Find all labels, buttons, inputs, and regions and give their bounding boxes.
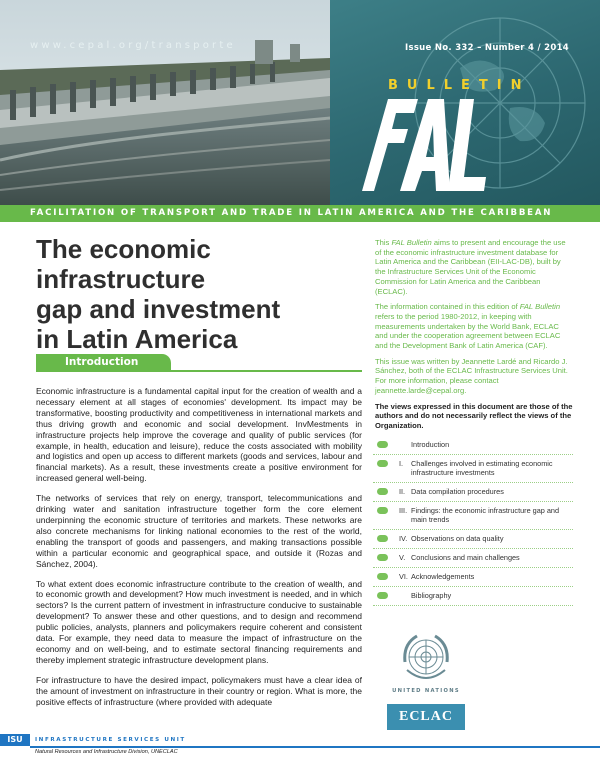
paragraph: The networks of services that rely on energy, transport, telecommunications and drinking water and sanitation infrastructure together form the core element underpinning the economic structure of territories and markets. These networks are also concrete mechanisms for linking national economies to the rest of the world, enabling the transport of goods and passengers, and making transactions possible within a particular economic and geographical space, and outside it (Rozas and Sánchez, 2004). [36,493,362,569]
toc-item[interactable] [373,436,573,455]
bullet-icon [377,507,388,514]
toc-label: Introduction [411,440,450,449]
footer-divider [30,746,600,748]
note-italic: FAL Bulletin [391,238,432,247]
fal-logo-icon [348,95,488,195]
title-line-1: The economic infrastructure [36,234,211,294]
toc-label: Observations on data quality [411,534,504,543]
toc-item[interactable] [373,483,573,502]
bullet-icon [377,592,388,599]
toc-item[interactable] [373,530,573,549]
bullet-icon [377,573,388,580]
note-italic: FAL Bulletin [519,302,561,312]
header-banner [0,0,600,205]
toc-number: III. [399,506,408,515]
website-url[interactable]: www.cepal.org/transporte [30,40,236,51]
table-of-contents [373,436,573,606]
un-emblem-icon [397,632,455,686]
toc-item[interactable] [373,502,573,530]
sidebar-notes [375,238,573,437]
tagline-text: FACILITATION OF TRANSPORT AND TRADE IN LATIN AMERICA AND THE CARIBBEAN [30,208,553,218]
toc-label: Data compilation procedures [411,487,504,496]
paragraph: For infrastructure to have the desired impact, policymakers must have a clear idea of the amount of investment on infrastructure in their country or region. What is more, the positive effects of infrastructure (where provided with adequate [36,674,362,707]
un-label: UNITED NATIONS [392,688,460,694]
issue-number: Issue No. 332 – Number 4 / 2014 [405,43,570,53]
paragraph: To what extent does economic infrastructure contribute to the creation of wealth, and to economic growth and development? How much investment is needed, and in which sectors? Is the current pattern of investment in infrastructure conducive to sustainable development? To answer these and other questions, and to design and recommend public policies, analysts, planners and policymakers require coherent and consistent data. For example, they need data to measure the impact of infrastructure on the economy and on well-being, and to estimate sectoral financing requirements and thereby implement strategic infrastructure development plans. [36,578,362,665]
note-text: This [375,238,392,247]
toc-label: Conclusions and main challenges [411,553,520,562]
toc-item[interactable] [373,587,573,606]
toc-label: Challenges involved in estimating economic infrastructure investments [411,459,553,477]
unit-name: INFRASTRUCTURE SERVICES UNIT [35,737,186,743]
introduction-heading-label: Introduction [36,354,171,371]
toc-item[interactable] [373,568,573,587]
toc-number: IV. [399,534,408,543]
bullet-icon [377,460,388,467]
toc-item[interactable] [373,549,573,568]
note-text: refers to the period 1980-2012, in keeping with measurements undertaken by the World Bank, ECLAC and under the cooperation agreement between ECLAC and the Development Bank of Latin America (CAF). [375,311,561,351]
bulletin-label: BULLETIN [388,78,531,93]
footer [0,733,600,773]
dam-photo [0,0,330,205]
division-name: Natural Resources and Infrastructure Division, UNECLAC [35,749,178,755]
toc-number: VI. [399,572,408,581]
toc-label: Findings: the economic infrastructure gap and main trends [411,506,560,524]
paragraph: Economic infrastructure is a fundamental capital input for the creation of wealth and a necessary element at all stages of economies' development. Its impact may be transformative, boosting productivity and competitiveness in international markets and thus driving growth and economic and social development. InvMestments in infrastructure projects help improve the coverage and quality of public services (for example, in health, education and leisure), reduce the costs associated with mobility and logistics and open up access to different markets (goods and services, labour and financial markets). As a result, these investments create a positive environment for increased general well-being. [36,386,362,484]
note-about [375,238,573,296]
isu-badge: ISU [0,734,30,746]
toc-label: Acknowledgements [411,572,475,581]
tagline-bar [0,205,600,222]
bullet-icon [377,554,388,561]
note-text: aims to present and encourage the use of the economic infrastructure investment database for Latin America and the Caribbean (EII-LAC-DB), built by the Infrastructure Services Unit of the Economic Commission for Latin America and the Caribbean (ECLAC). [375,238,566,296]
introduction-heading [36,354,362,372]
bullet-icon [377,535,388,542]
eclac-logo: ECLAC [387,704,465,730]
toc-number: V. [399,553,406,562]
title-line-2: gap and investment [36,294,281,324]
toc-item[interactable] [373,455,573,483]
note-text: The information contained in this edition of [375,302,520,312]
note-disclaimer: The views expressed in this document are those of the authors and do not necessarily reflect the views of the Organization. [375,401,573,430]
bullet-icon [377,441,388,448]
page-title [36,234,356,354]
note-authors: This issue was written by Jeannette Lardé and Ricardo J. Sánchez, both of the ECLAC Infrastructure Services Unit. For more information, please contact jeannette.larde@cepal.org. [375,356,568,395]
article-body [36,386,362,716]
note-period [375,302,573,351]
title-line-3: in Latin America [36,324,238,354]
toc-number: I. [399,459,404,468]
toc-number: II. [399,487,406,496]
bullet-icon [377,488,388,495]
toc-label: Bibliography [411,591,452,600]
